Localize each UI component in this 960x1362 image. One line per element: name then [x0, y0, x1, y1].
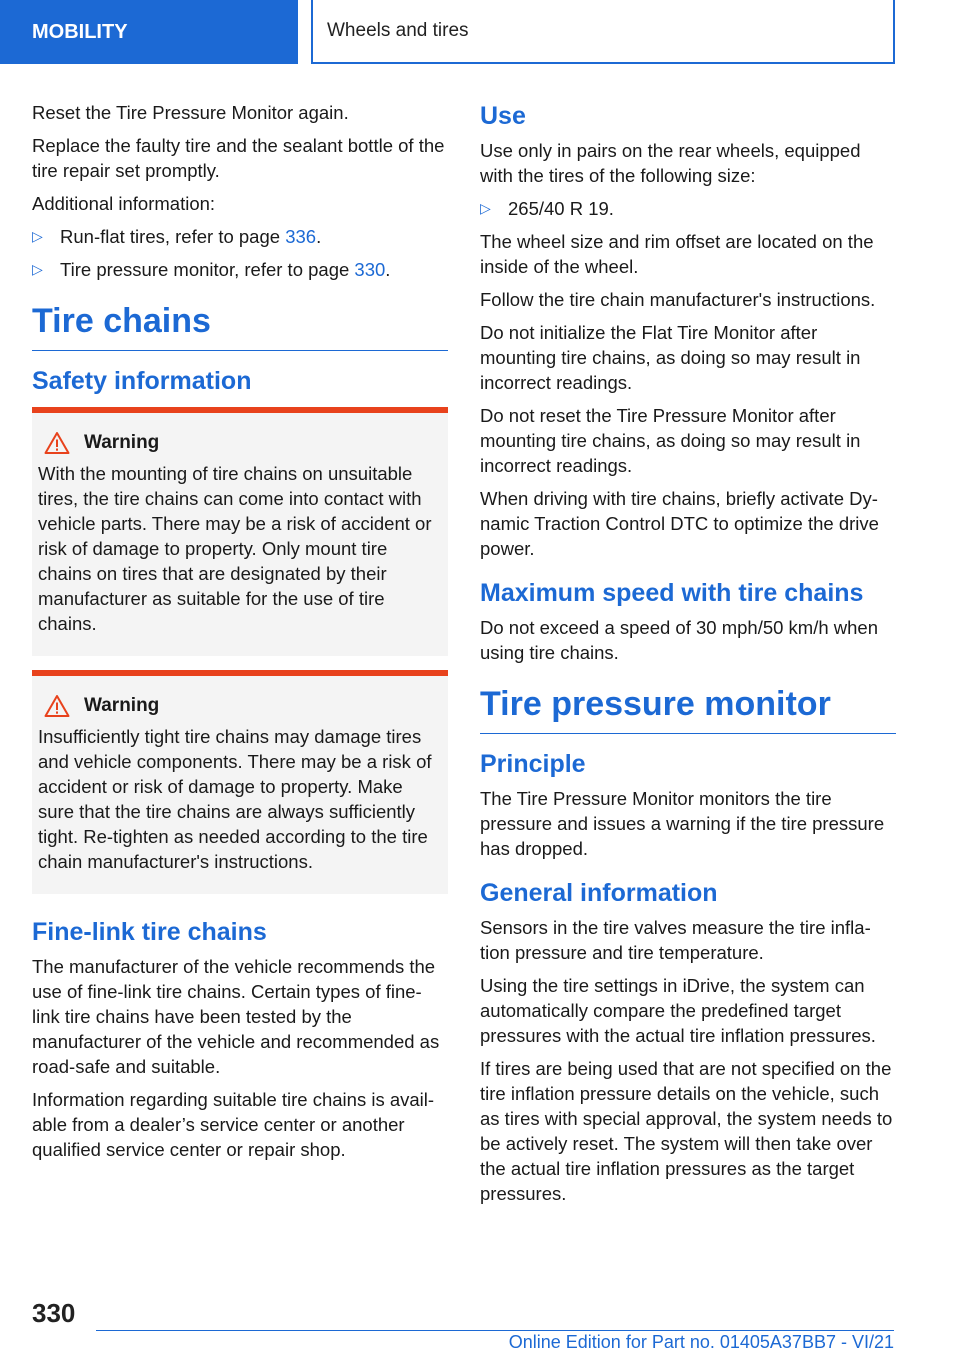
- paragraph: Sensors in the tire valves measure the tire infla‐tion pressure and tire temperature.: [480, 917, 871, 963]
- triangle-bullet-icon: ▷: [480, 200, 491, 216]
- left-column: [32, 100, 448, 1170]
- chapter-header: [311, 0, 895, 64]
- paragraph: If tires are being used that are not specified on the tire inflation pressure details on the vehicle, such as tires with special approval, the system needs to be actively reset. The system will then take over the actual tire inflation pressures as the target pressures.: [480, 1058, 893, 1204]
- warning-text: Insufficiently tight tire chains may damage tires and vehicle components. There may be a risk of accident or risk of damage to property. Make sure that the tire chains are always sufficiently tight. Re-tighten as needed according to the tire chain manufacturer's instructions.: [38, 726, 432, 872]
- list-item-text: 265/40 R 19.: [508, 198, 614, 219]
- warning-header: [38, 431, 440, 455]
- subsection-heading: Fine-link tire chains: [32, 918, 267, 946]
- warning-header: [38, 694, 440, 718]
- paragraph: Replace the faulty tire and the sealant bottle of the tire repair set promptly.: [32, 135, 445, 181]
- list-item-end: .: [316, 226, 322, 247]
- subsection-heading: Principle: [480, 750, 586, 778]
- section-heading: Tire chains: [32, 302, 448, 351]
- warning-box: [32, 670, 448, 894]
- subsection-heading: Safety information: [32, 367, 252, 395]
- warning-box: [32, 407, 448, 656]
- paragraph: Do not reset the Tire Pressure Monitor after mounting tire chains, as doing so may result in incorrect readings.: [480, 405, 861, 476]
- footer-divider: [96, 1330, 894, 1331]
- list-item: [32, 224, 448, 249]
- triangle-bullet-icon: ▷: [32, 228, 43, 244]
- paragraph: The Tire Pressure Monitor monitors the tire pressure and issues a warning if the tire pressure has dropped.: [480, 788, 885, 859]
- paragraph: Use only in pairs on the rear wheels, equipped with the tires of the following size:: [480, 140, 861, 186]
- warning-title: Warning: [84, 695, 160, 716]
- section-heading: Tire pressure monitor: [480, 685, 896, 734]
- page-reference-link[interactable]: 336: [285, 226, 317, 247]
- warning-triangle-icon: [44, 431, 70, 455]
- list-item: [480, 196, 896, 221]
- page-number: 330: [32, 1298, 76, 1328]
- paragraph: When driving with tire chains, briefly activate Dy‐namic Traction Control DTC to optimize the drive power.: [480, 488, 879, 559]
- tire-size-list: [480, 196, 896, 221]
- chapter-title: Wheels and tires: [327, 20, 469, 41]
- paragraph: Additional information:: [32, 193, 216, 214]
- subsection-heading: Use: [480, 102, 526, 130]
- paragraph: Information regarding suitable tire chains is avail‐able from a dealer’s service center or another qualified service center or repair shop.: [32, 1089, 435, 1160]
- paragraph: Reset the Tire Pressure Monitor again.: [32, 102, 349, 123]
- paragraph: Follow the tire chain manufacturer's instructions.: [480, 289, 876, 310]
- paragraph: The wheel size and rim offset are located on the inside of the wheel.: [480, 231, 874, 277]
- paragraph: Do not exceed a speed of 30 mph/50 km/h when using tire chains.: [480, 617, 879, 663]
- triangle-bullet-icon: ▷: [32, 261, 43, 277]
- page-reference-link[interactable]: 330: [354, 259, 386, 280]
- paragraph: The manufacturer of the vehicle recommends the use of fine-link tire chains. Certain types of fine-link tire chains have been tested by the manufacturer of the vehicle and recommended as road-safe and suitable.: [32, 956, 440, 1077]
- warning-text: With the mounting of tire chains on unsuitable tires, the tire chains can come into contact with vehicle parts. There may be a risk of accident or risk of damage to property. Only mount tire chains on tires that are designated by their manufacturer as suitable for the use of tire chains.: [38, 463, 432, 634]
- paragraph: Using the tire settings in iDrive, the system can automatically compare the predefined target pressures with the actual tire inflation pressures.: [480, 975, 876, 1046]
- list-item-text: Run-flat tires, refer to page: [60, 226, 286, 247]
- section-tab: [0, 0, 298, 64]
- edition-label: Online Edition for Part no. 01405A37BB7 - VI/21: [508, 1332, 894, 1352]
- paragraph: Do not initialize the Flat Tire Monitor after mounting tire chains, as doing so may result in incorrect readings.: [480, 322, 861, 393]
- additional-info-list: [32, 224, 448, 282]
- warning-title: Warning: [84, 432, 160, 453]
- warning-triangle-icon: [44, 694, 70, 718]
- list-item-end: .: [385, 259, 391, 280]
- list-item-text: Tire pressure monitor, refer to page: [60, 259, 355, 280]
- subsection-heading: General information: [480, 879, 718, 907]
- subsection-heading: Maximum speed with tire chains: [480, 579, 864, 607]
- right-column: [480, 100, 896, 1214]
- list-item: [32, 257, 448, 282]
- section-label: MOBILITY: [32, 20, 128, 43]
